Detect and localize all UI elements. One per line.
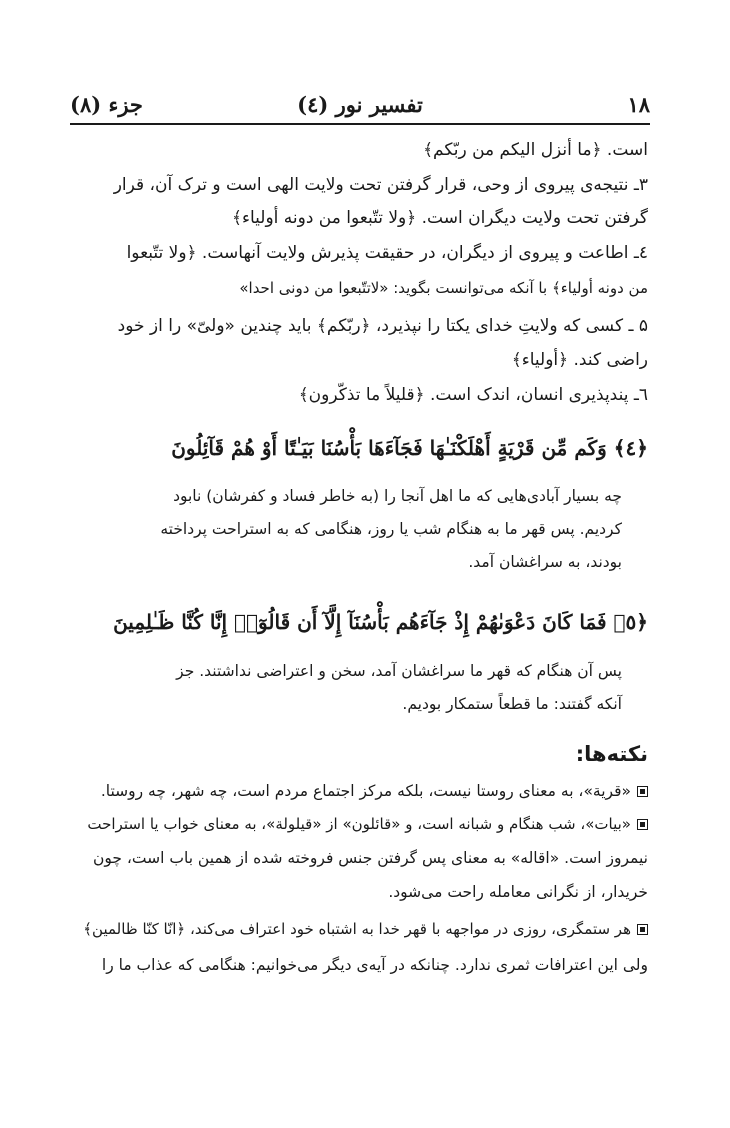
page-number: ۱۸ [627,92,650,117]
verse-5-translation-line: پس آن هنگام که قهر ما سراغشان آمد، سخن و اعتراضی نداشتند. جز [176,662,622,680]
verse-4-translation-line: کردیم. پس قهر ما به هنگام شب یا روز، هنگامی که به استراحت پرداخته [160,520,622,538]
body-line: ۵ ـ کسی که ولایتِ خدای یکتا را نپذیرد، ﴿ربّكم﴾ باید چندین «ولىّ» را از خود [117,316,648,336]
note-item [101,779,648,803]
body-line: گرفتن تحت ولایت دیگران است. ﴿ولا تتّبعوا من دونه أولياء﴾ [232,208,648,228]
note-continuation: نیمروز است. «اقاله» به معنای پس گرفتن جنس فروخته شده از همین باب است، چون [93,849,648,867]
note-continuation: خریدار، از نگرانی معامله راحت می‌شود. [388,883,648,901]
page-header [70,92,650,122]
note-item [87,812,648,836]
verse-4-translation-line: چه بسیار آبادی‌هایی که ما اهل آنجا را (به خاطر فساد و کفرشان) نابود [173,487,622,505]
header-rule [70,123,650,125]
note-item [83,917,648,941]
book-title: تفسیر نور (٤) [297,92,423,117]
bullet-square-icon [637,819,648,830]
body-line: ٦ـ پندپذیری انسان، اندک است. ﴿قليلاً ما تذكّرون﴾ [298,385,648,405]
note-text: «قرية»، به معنای روستا نیست، بلکه مرکز اجتماع مردم است، چه شهر، چه روستا. [100,782,631,800]
notes-heading: نکته‌ها: [575,742,648,766]
note-text: هر ستمگری، روزی در مواجهه با قهر خدا به اشتباه خود اعتراف می‌کند، ﴿انّا كنّا ظالمين﴾ [83,920,631,938]
body-line: ٤ـ اطاعت و پیروی از دیگران، در حقیقت پذیرش ولایت آنهاست. ﴿ولا تتّبعوا [126,243,648,263]
verse-5-translation-line: آنکه گفتند: ما قطعاً ستمکار بودیم. [402,695,622,713]
verse-5-arabic: ﴿٥﴾ فَمَا كَانَ دَعْوَىٰهُمْ إِذْ جَآءَهُم بَأْسُنَآ إِلَّآ أَن قَالُوٓا۟ إِنَّا كُنَّا ظَـٰلِمِينَ [113,610,648,634]
note-text: «بيات»، شب هنگام و شبانه است، و «قائلون» از «قيلولة»، به معنای خواب یا استراحت [87,815,631,833]
bullet-square-icon [637,924,648,935]
body-line: من دونه أولياء﴾ با آنکه می‌توانست بگوید: «لاتتّبعوا من دونى احدا» [239,279,648,297]
verse-4-translation-line: بودند، به سراغشان آمد. [468,553,622,571]
verse-4-arabic: ﴿٤﴾ وَكَم مِّن قَرْيَةٍ أَهْلَكْنَـٰهَا فَجَآءَهَا بَأْسُنَا بَيَـٰتًا أَوْ هُمْ قَآئِلُونَ [171,436,648,460]
bullet-square-icon [637,786,648,797]
note-continuation: ولی این اعترافات ثمری ندارد. چنانکه در آیه‌ی دیگر می‌خوانیم: هنگامی که عذاب ما را [101,956,648,974]
body-line: است. ﴿ما أنزل اليكم من ربّكم﴾ [423,140,648,160]
body-line: راضی کند. ﴿أولياء﴾ [511,350,648,370]
juz-label: جزء (۸) [70,92,143,117]
body-line: ۳ـ نتیجه‌ی پیروی از وحی، قرار گرفتن تحت ولایت الهی است و ترک آن، قرار [113,175,648,195]
